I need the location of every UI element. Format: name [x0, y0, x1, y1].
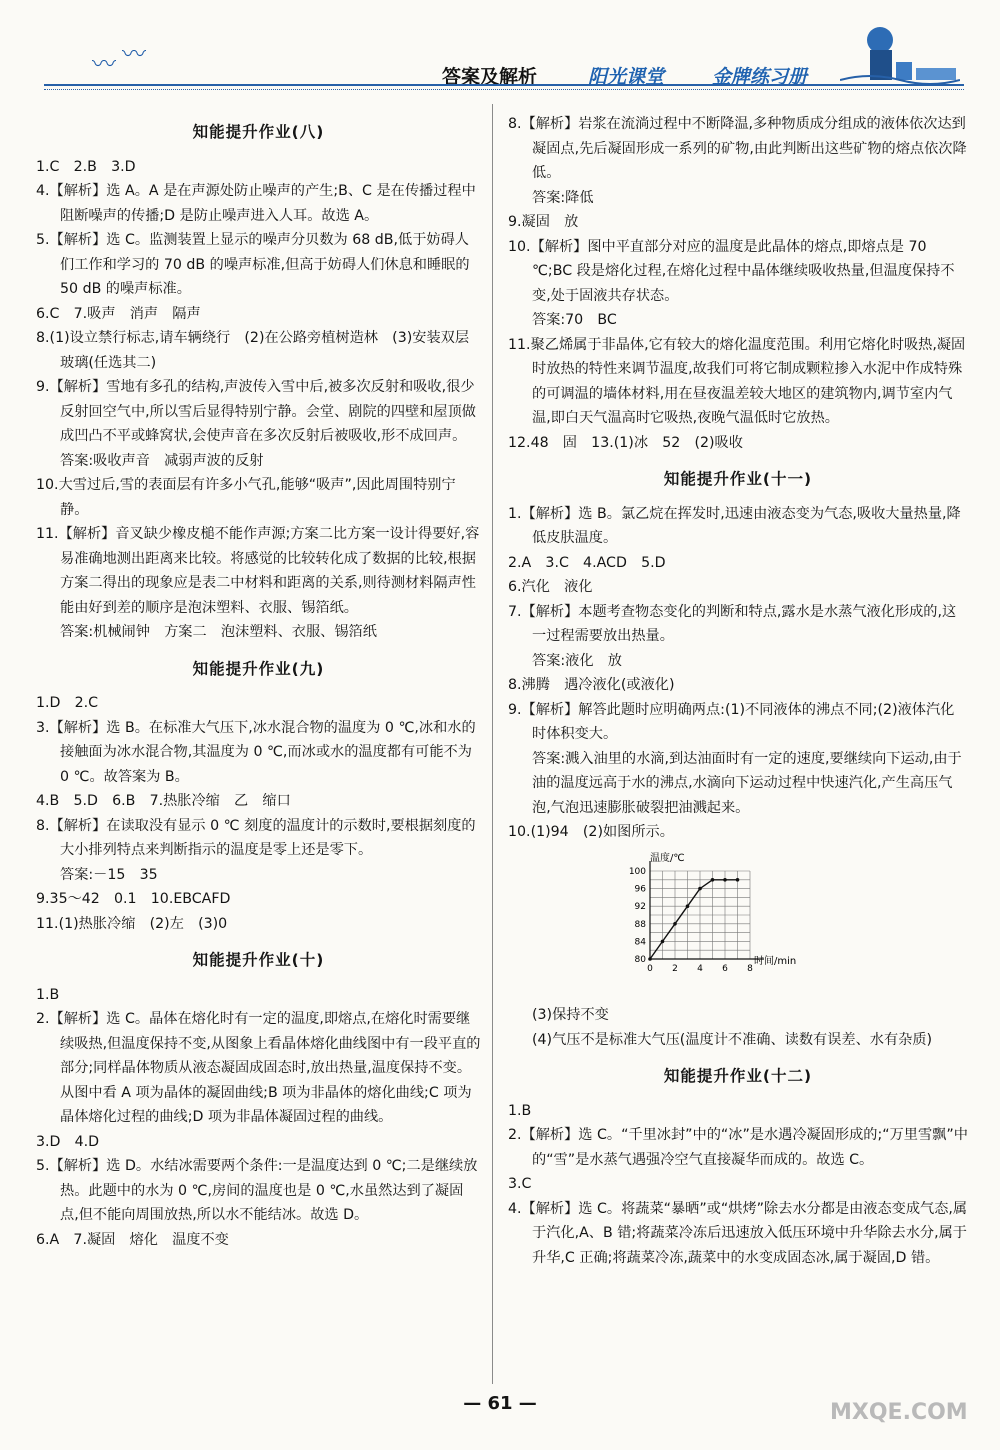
answer-item: 8.沸腾 遇冷液化(或液化)	[508, 677, 675, 693]
answer-item: 3.D 4.D	[36, 1133, 100, 1150]
chart-yticks	[629, 867, 646, 965]
x-tick-label: 4	[697, 963, 703, 974]
answer-item: (4)气压不是标准大气压(温度计不准确、读数有误差、水有杂质)	[532, 1031, 933, 1048]
header-rule-dotted	[44, 89, 964, 90]
right-column-top	[508, 112, 968, 845]
answer-item: 8.(1)设立禁行标志,请车辆绕行 (2)在公路旁植树造林 (3)安装双层玻璃(任选其二)	[36, 330, 470, 371]
section-heading: 知能提升作业(九)	[192, 659, 325, 678]
answer-item: 10.大雪过后,雪的表面层有许多小气孔,能够“吸声”,因此周围特别宁静。	[36, 477, 456, 518]
bird-icon: 〰	[122, 40, 146, 68]
data-point	[711, 878, 715, 882]
answer-item: 11.(1)热胀冷缩 (2)左 (3)0	[36, 915, 228, 932]
answer-item: 9.35～42 0.1 10.EBCAFD	[36, 891, 231, 907]
section-heading: 知能提升作业(八)	[192, 123, 325, 141]
answer-item: 8.【解析】岩浆在流淌过程中不断降温,多种物质成分组成的液体依次达到凝固点,先后凝固形成一系列的矿物,由此判断出这些矿物的熔点依次降低。	[508, 116, 967, 181]
answer-item: 7.【解析】本题考查物态变化的判断和特点,露水是水蒸气液化形成的,这一过程需要放出热量。	[508, 603, 957, 644]
data-point	[698, 886, 702, 890]
answer-item: 6.C 7.吸声 消声 隔声	[36, 305, 201, 322]
data-point	[661, 939, 665, 943]
chart-xlabel: 时间/min	[754, 955, 797, 967]
answer-item: 4.【解析】选 A。A 是在声源处防止噪声的产生;B、C 是在传播过程中阻断噪声的传播;D 是防止噪声进入人耳。故选 A。	[36, 183, 476, 224]
answer-item: 6.汽化 液化	[508, 579, 593, 595]
answer-item: 答案:液化 放	[532, 652, 622, 669]
x-tick-label: 2	[672, 963, 678, 974]
y-tick-label: 100	[628, 866, 646, 877]
answer-item: 1.C 2.B 3.D	[36, 158, 136, 175]
answer-item: 9.【解析】解答此题时应明确两点:(1)不同液体的沸点不同;(2)液体汽化时体积变大。	[508, 701, 955, 742]
answer-item: 答案:降低	[532, 189, 594, 206]
answer-item: 1.B	[36, 986, 60, 1003]
y-tick-label: 88	[634, 919, 646, 930]
answer-item: 答案:吸收声音 减弱声波的反射	[60, 452, 264, 469]
answer-item: 答案:溅入油里的水滴,到达油面时有一定的速度,要继续向下运动,由于油的温度远高于水的沸点,水滴向下运动过程中快速汽化,产生高压气泡,气泡迅速膨胀破裂把油溅起来。	[532, 750, 962, 816]
data-point	[648, 957, 652, 961]
answer-item: 3.C	[508, 1176, 532, 1192]
data-point	[723, 878, 727, 882]
answer-item: 10.【解析】图中平直部分对应的温度是此晶体的熔点,即熔点是 70 ℃;BC 段是熔化过程,在熔化过程中晶体继续吸收热量,但温度保持不变,处于固液共存状态。	[508, 238, 955, 304]
page-header	[40, 14, 970, 92]
answer-item: 5.【解析】选 C。监测装置上显示的噪声分贝数为 68 dB,低于妨碍人们工作和学习的 70 dB 的噪声标准,但高于妨碍人们休息和睡眠的 50 dB 的噪声标准。	[36, 232, 470, 297]
temperature-time-chart	[620, 851, 820, 991]
chart-xticks	[647, 964, 753, 974]
answer-item: 11.【解析】音叉缺少橡皮槌不能作声源;方案二比方案一设计得要好,容易准确地测出距离来比较。将感觉的比较转化成了数据的比较,根据方案二得出的现象应是表二中材料和距离的关系,则待测材料隔声性能由好到差的顺序是泡沫塑料、衣服、锡箔纸。	[36, 526, 480, 616]
y-tick-label: 96	[634, 884, 646, 895]
lighthouse-scene-icon	[840, 22, 960, 84]
column-divider	[492, 104, 493, 1384]
section-heading: 知能提升作业(十一)	[663, 470, 813, 488]
header-brand: 阳光课堂	[588, 66, 665, 88]
answer-item: 2.A 3.C 4.ACD 5.D	[508, 554, 666, 571]
answer-item: 答案:70 BC	[532, 312, 617, 328]
answer-item: (3)保持不变	[532, 1007, 609, 1023]
answer-item: 11.聚乙烯属于非晶体,它有较大的熔化温度范围。利用它熔化时吸热,凝固时放热的特性来调节温度,故我们可将它制成颗粒掺入水泥中作成特殊的可调温的墙体材料,用在昼夜温差较大地区的建筑物内,调节室内气温,即白天气温高时它吸热,夜晚气温低时它放热。	[508, 336, 966, 426]
right-column-bottom	[508, 1003, 968, 1270]
data-point	[673, 922, 677, 926]
answer-item: 1.D 2.C	[36, 695, 99, 711]
watermark: MXQE.COM	[830, 1400, 968, 1425]
header-series: 金牌练习册	[712, 66, 808, 88]
answer-item: 12.48 固 13.(1)冰 52 (2)吸收	[508, 434, 743, 451]
page-number: — 61 —	[463, 1393, 537, 1414]
right-column	[508, 112, 968, 1270]
data-point	[736, 878, 740, 882]
answer-item: 2.【解析】选 C。晶体在熔化时有一定的温度,即熔点,在熔化时需要继续吸热,但温度保持不变,从图象上看晶体熔化曲线图中有一段平直的部分;同样晶体物质从液态凝固成固态时,放出热量,温度保持不变。从图中看 A 项为晶体的凝固曲线;B 项为非晶体的熔化曲线;C 项为晶体熔化过程的曲线;D 项为非晶体凝固过程的曲线。	[36, 1011, 481, 1125]
answer-item: 3.【解析】选 B。在标准大气压下,冰水混合物的温度为 0 ℃,冰和水的接触面为冰水混合物,其温度为 0 ℃,而冰或水的温度都有可能不为 0 ℃。故答案为 B。	[36, 719, 476, 785]
answer-item: 2.【解析】选 C。“千里冰封”中的“冰”是水遇冷凝固形成的;“万里雪飘”中的“雪”是水蒸气遇强冷空气直接凝华而成的。故选 C。	[508, 1127, 968, 1168]
answer-item: 9.【解析】雪地有多孔的结构,声波传入雪中后,被多次反射和吸收,很少反射回空气中,所以雪后显得特别宁静。会堂、剧院的四壁和屋顶做成凹凸不平或蜂窝状,会使声音在多次反射后被吸收,形不成回声。	[36, 379, 476, 444]
answer-item: 4.【解析】选 C。将蔬菜“暴晒”或“烘烤”除去水分都是由液态变成气态,属于汽化,A、B 错;将蔬菜冷冻后迅速放入低压环境中升华除去水分,属于升华,C 正确;将蔬菜冷冻,蔬菜中的水变成固态冰,属于凝固,D 错。	[508, 1200, 968, 1266]
data-point	[686, 904, 690, 908]
y-tick-label: 92	[634, 901, 646, 912]
answer-item: 1.B	[508, 1102, 532, 1119]
bird-icon: 〰	[92, 50, 116, 78]
header-rule	[44, 84, 964, 86]
header-title: 答案及解析	[442, 66, 538, 88]
answer-item: 9.凝固 放	[508, 214, 579, 230]
series-line	[650, 879, 738, 958]
answer-item: 10.(1)94 (2)如图所示。	[508, 824, 674, 840]
x-tick-label: 0	[647, 963, 653, 974]
answer-item: 4.B 5.D 6.B 7.热胀冷缩 乙 缩口	[36, 793, 291, 809]
section-heading: 知能提升作业(十)	[192, 951, 325, 969]
x-tick-label: 8	[747, 963, 753, 974]
chart-ylabel: 温度/℃	[650, 852, 685, 864]
left-column	[36, 112, 481, 1252]
answer-item: 6.A 7.凝固 熔化 温度不变	[36, 1231, 229, 1248]
y-tick-label: 80	[634, 954, 646, 965]
chart-grid	[650, 861, 764, 959]
chart-marks	[648, 878, 739, 961]
answer-item: 答案:－15 35	[60, 866, 158, 883]
answer-item: 答案:机械闹钟 方案二 泡沫塑料、衣服、锡箔纸	[60, 624, 377, 640]
x-tick-label: 6	[722, 963, 728, 974]
answer-item: 5.【解析】选 D。水结冰需要两个条件:一是温度达到 0 ℃;二是继续放热。此题中的水为 0 ℃,房间的温度也是 0 ℃,水虽然达到了凝固点,但不能向周围放热,所以水不能结冰。故选 D。	[36, 1158, 478, 1223]
section-heading: 知能提升作业(十二)	[663, 1067, 813, 1085]
y-tick-label: 84	[634, 936, 646, 947]
answer-item: 8.【解析】在读取没有显示 0 ℃ 刻度的温度计的示数时,要根据刻度的大小排列特点来判断指示的温度是零上还是零下。	[36, 817, 476, 858]
answer-item: 1.【解析】选 B。氯乙烷在挥发时,迅速由液态变为气态,吸收大量热量,降低皮肤温度。	[508, 505, 961, 546]
